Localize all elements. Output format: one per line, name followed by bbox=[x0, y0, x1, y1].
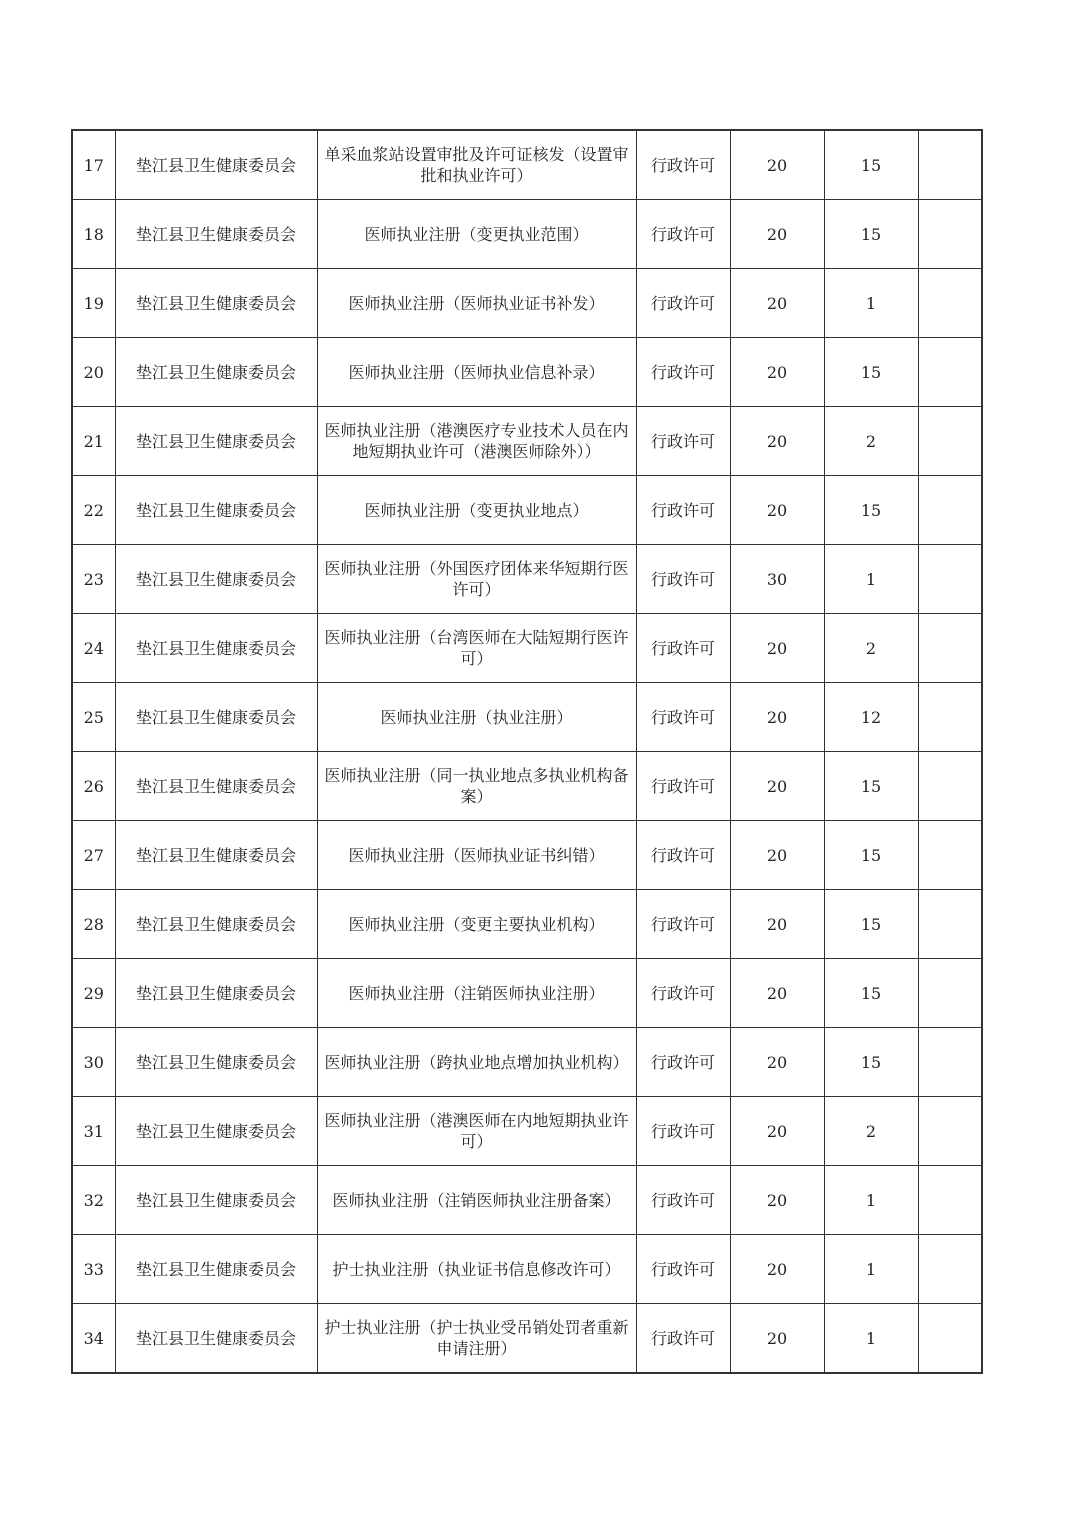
item-name-cell: 护士执业注册（护士执业受吊销处罚者重新申请注册） bbox=[317, 1304, 636, 1374]
note-cell bbox=[918, 1028, 982, 1097]
promise-days-cell: 1 bbox=[824, 269, 918, 338]
department-cell: 垫江县卫生健康委员会 bbox=[115, 476, 317, 545]
item-type-cell: 行政许可 bbox=[636, 130, 730, 200]
promise-days-cell: 12 bbox=[824, 683, 918, 752]
department-cell: 垫江县卫生健康委员会 bbox=[115, 821, 317, 890]
legal-days-cell: 20 bbox=[730, 1304, 824, 1374]
row-number: 20 bbox=[72, 338, 115, 407]
legal-days-cell: 20 bbox=[730, 683, 824, 752]
table-row bbox=[72, 130, 982, 200]
promise-days-cell: 2 bbox=[824, 614, 918, 683]
promise-days-cell: 15 bbox=[824, 338, 918, 407]
item-type-cell: 行政许可 bbox=[636, 1304, 730, 1374]
item-type-cell: 行政许可 bbox=[636, 683, 730, 752]
department-cell: 垫江县卫生健康委员会 bbox=[115, 1304, 317, 1374]
note-cell bbox=[918, 683, 982, 752]
legal-days-cell: 20 bbox=[730, 1235, 824, 1304]
row-number: 23 bbox=[72, 545, 115, 614]
note-cell bbox=[918, 821, 982, 890]
note-cell bbox=[918, 200, 982, 269]
promise-days-cell: 15 bbox=[824, 1028, 918, 1097]
department-cell: 垫江县卫生健康委员会 bbox=[115, 338, 317, 407]
promise-days-cell: 15 bbox=[824, 130, 918, 200]
service-items-table bbox=[71, 129, 983, 1374]
note-cell bbox=[918, 545, 982, 614]
table-row bbox=[72, 269, 982, 338]
row-number: 24 bbox=[72, 614, 115, 683]
note-cell bbox=[918, 407, 982, 476]
department-cell: 垫江县卫生健康委员会 bbox=[115, 752, 317, 821]
item-name-cell: 医师执业注册（执业注册） bbox=[317, 683, 636, 752]
department-cell: 垫江县卫生健康委员会 bbox=[115, 407, 317, 476]
row-number: 22 bbox=[72, 476, 115, 545]
promise-days-cell: 15 bbox=[824, 476, 918, 545]
promise-days-cell: 15 bbox=[824, 890, 918, 959]
table-row bbox=[72, 614, 982, 683]
table-row bbox=[72, 200, 982, 269]
row-number: 25 bbox=[72, 683, 115, 752]
item-name-cell: 护士执业注册（执业证书信息修改许可） bbox=[317, 1235, 636, 1304]
note-cell bbox=[918, 476, 982, 545]
item-name-cell: 医师执业注册（港澳医师在内地短期执业许可） bbox=[317, 1097, 636, 1166]
note-cell bbox=[918, 890, 982, 959]
legal-days-cell: 20 bbox=[730, 407, 824, 476]
item-name-cell: 医师执业注册（同一执业地点多执业机构备案） bbox=[317, 752, 636, 821]
table-row bbox=[72, 890, 982, 959]
promise-days-cell: 15 bbox=[824, 752, 918, 821]
department-cell: 垫江县卫生健康委员会 bbox=[115, 683, 317, 752]
legal-days-cell: 20 bbox=[730, 130, 824, 200]
note-cell bbox=[918, 1235, 982, 1304]
row-number: 19 bbox=[72, 269, 115, 338]
note-cell bbox=[918, 614, 982, 683]
table-row bbox=[72, 752, 982, 821]
table-row bbox=[72, 407, 982, 476]
item-type-cell: 行政许可 bbox=[636, 200, 730, 269]
table-row bbox=[72, 1304, 982, 1374]
item-type-cell: 行政许可 bbox=[636, 821, 730, 890]
item-name-cell: 单采血浆站设置审批及许可证核发（设置审批和执业许可） bbox=[317, 130, 636, 200]
row-number: 18 bbox=[72, 200, 115, 269]
row-number: 26 bbox=[72, 752, 115, 821]
legal-days-cell: 20 bbox=[730, 821, 824, 890]
legal-days-cell: 20 bbox=[730, 269, 824, 338]
item-name-cell: 医师执业注册（变更执业范围） bbox=[317, 200, 636, 269]
note-cell bbox=[918, 338, 982, 407]
note-cell bbox=[918, 130, 982, 200]
promise-days-cell: 15 bbox=[824, 821, 918, 890]
table-row bbox=[72, 545, 982, 614]
promise-days-cell: 15 bbox=[824, 959, 918, 1028]
department-cell: 垫江县卫生健康委员会 bbox=[115, 130, 317, 200]
item-name-cell: 医师执业注册（注销医师执业注册备案） bbox=[317, 1166, 636, 1235]
row-number: 28 bbox=[72, 890, 115, 959]
department-cell: 垫江县卫生健康委员会 bbox=[115, 200, 317, 269]
note-cell bbox=[918, 959, 982, 1028]
item-type-cell: 行政许可 bbox=[636, 476, 730, 545]
item-name-cell: 医师执业注册（注销医师执业注册） bbox=[317, 959, 636, 1028]
legal-days-cell: 20 bbox=[730, 1097, 824, 1166]
department-cell: 垫江县卫生健康委员会 bbox=[115, 269, 317, 338]
department-cell: 垫江县卫生健康委员会 bbox=[115, 1028, 317, 1097]
row-number: 31 bbox=[72, 1097, 115, 1166]
item-type-cell: 行政许可 bbox=[636, 338, 730, 407]
note-cell bbox=[918, 1166, 982, 1235]
item-type-cell: 行政许可 bbox=[636, 1028, 730, 1097]
item-name-cell: 医师执业注册（外国医疗团体来华短期行医许可） bbox=[317, 545, 636, 614]
legal-days-cell: 20 bbox=[730, 752, 824, 821]
item-name-cell: 医师执业注册（医师执业证书纠错） bbox=[317, 821, 636, 890]
legal-days-cell: 20 bbox=[730, 614, 824, 683]
item-type-cell: 行政许可 bbox=[636, 959, 730, 1028]
legal-days-cell: 20 bbox=[730, 890, 824, 959]
note-cell bbox=[918, 1304, 982, 1374]
legal-days-cell: 20 bbox=[730, 476, 824, 545]
promise-days-cell: 1 bbox=[824, 1235, 918, 1304]
note-cell bbox=[918, 1097, 982, 1166]
table-row bbox=[72, 821, 982, 890]
item-type-cell: 行政许可 bbox=[636, 545, 730, 614]
row-number: 30 bbox=[72, 1028, 115, 1097]
item-name-cell: 医师执业注册（台湾医师在大陆短期行医许可） bbox=[317, 614, 636, 683]
promise-days-cell: 15 bbox=[824, 200, 918, 269]
table-row bbox=[72, 1097, 982, 1166]
item-type-cell: 行政许可 bbox=[636, 890, 730, 959]
item-type-cell: 行政许可 bbox=[636, 614, 730, 683]
item-name-cell: 医师执业注册（港澳医疗专业技术人员在内地短期执业许可（港澳医师除外）） bbox=[317, 407, 636, 476]
item-type-cell: 行政许可 bbox=[636, 752, 730, 821]
item-name-cell: 医师执业注册（变更执业地点） bbox=[317, 476, 636, 545]
item-name-cell: 医师执业注册（跨执业地点增加执业机构） bbox=[317, 1028, 636, 1097]
promise-days-cell: 1 bbox=[824, 1166, 918, 1235]
promise-days-cell: 1 bbox=[824, 1304, 918, 1374]
row-number: 17 bbox=[72, 130, 115, 200]
legal-days-cell: 20 bbox=[730, 200, 824, 269]
note-cell bbox=[918, 269, 982, 338]
table-row bbox=[72, 1166, 982, 1235]
department-cell: 垫江县卫生健康委员会 bbox=[115, 890, 317, 959]
legal-days-cell: 30 bbox=[730, 545, 824, 614]
row-number: 33 bbox=[72, 1235, 115, 1304]
item-type-cell: 行政许可 bbox=[636, 1166, 730, 1235]
department-cell: 垫江县卫生健康委员会 bbox=[115, 545, 317, 614]
promise-days-cell: 2 bbox=[824, 407, 918, 476]
table-body bbox=[72, 130, 982, 1373]
table-row bbox=[72, 1235, 982, 1304]
item-name-cell: 医师执业注册（医师执业信息补录） bbox=[317, 338, 636, 407]
row-number: 34 bbox=[72, 1304, 115, 1374]
item-type-cell: 行政许可 bbox=[636, 1235, 730, 1304]
department-cell: 垫江县卫生健康委员会 bbox=[115, 1235, 317, 1304]
department-cell: 垫江县卫生健康委员会 bbox=[115, 1166, 317, 1235]
table-row bbox=[72, 338, 982, 407]
table-row bbox=[72, 683, 982, 752]
row-number: 32 bbox=[72, 1166, 115, 1235]
row-number: 27 bbox=[72, 821, 115, 890]
note-cell bbox=[918, 752, 982, 821]
department-cell: 垫江县卫生健康委员会 bbox=[115, 959, 317, 1028]
department-cell: 垫江县卫生健康委员会 bbox=[115, 1097, 317, 1166]
item-name-cell: 医师执业注册（医师执业证书补发） bbox=[317, 269, 636, 338]
item-type-cell: 行政许可 bbox=[636, 269, 730, 338]
legal-days-cell: 20 bbox=[730, 1028, 824, 1097]
legal-days-cell: 20 bbox=[730, 959, 824, 1028]
item-type-cell: 行政许可 bbox=[636, 407, 730, 476]
legal-days-cell: 20 bbox=[730, 338, 824, 407]
table-row bbox=[72, 1028, 982, 1097]
row-number: 21 bbox=[72, 407, 115, 476]
table-row bbox=[72, 476, 982, 545]
promise-days-cell: 2 bbox=[824, 1097, 918, 1166]
promise-days-cell: 1 bbox=[824, 545, 918, 614]
department-cell: 垫江县卫生健康委员会 bbox=[115, 614, 317, 683]
row-number: 29 bbox=[72, 959, 115, 1028]
table-row bbox=[72, 959, 982, 1028]
legal-days-cell: 20 bbox=[730, 1166, 824, 1235]
item-type-cell: 行政许可 bbox=[636, 1097, 730, 1166]
item-name-cell: 医师执业注册（变更主要执业机构） bbox=[317, 890, 636, 959]
